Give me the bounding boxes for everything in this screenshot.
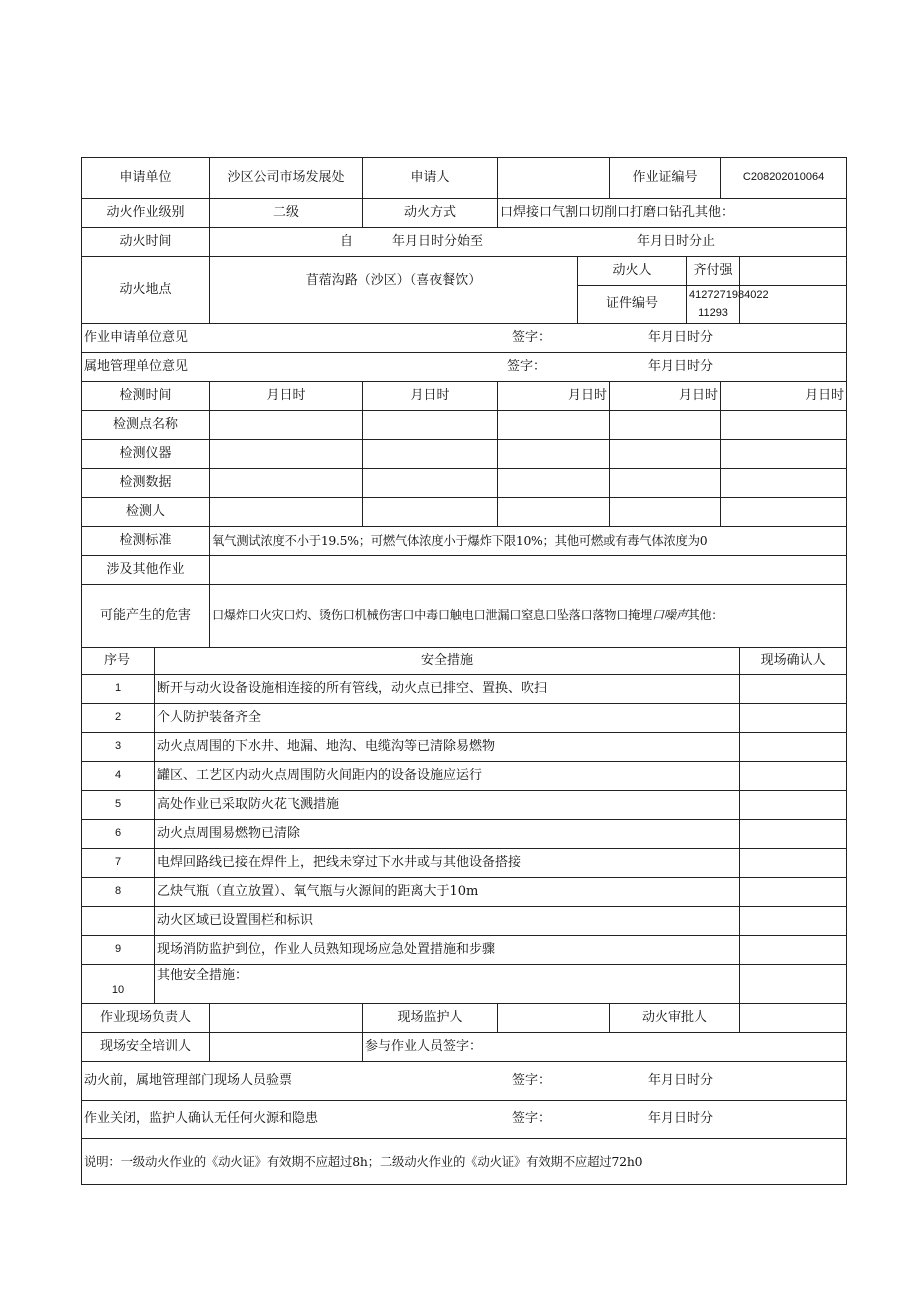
time-from: 自	[340, 233, 354, 249]
measure-confirm	[740, 907, 847, 936]
hazards-row	[82, 585, 847, 648]
measure-row	[82, 936, 847, 965]
other-work-label: 涉及其他作业	[82, 556, 210, 585]
detection-standard-row	[82, 527, 847, 556]
opinion-local-datetime: 年月日时分	[648, 358, 714, 374]
opinion-applicant-label: 作业申请单位意见	[84, 329, 189, 345]
detection-data-label: 检测数据	[82, 469, 210, 498]
hazards-label: 可能产生的危害	[82, 585, 210, 648]
acceptance-row-close	[82, 1101, 847, 1139]
applicant-value	[498, 158, 610, 199]
measure-text: 罐区、工艺区内动火点周围防火间距内的设备设施应运行	[155, 762, 740, 791]
measure-confirm	[740, 878, 847, 907]
signature-row-2	[82, 1033, 847, 1062]
location-value	[210, 257, 578, 324]
detection-time-4: 月日时	[610, 382, 721, 411]
measure-header: 安全措施	[155, 648, 740, 675]
detection-standard-label: 检测标准	[82, 527, 210, 556]
hot-work-permit-form	[81, 157, 847, 1185]
unit-label: 申请单位	[82, 158, 210, 199]
opinion-applicant-datetime: 年月日时分	[648, 329, 714, 345]
time-end: 年月日时分止	[637, 233, 716, 249]
method-label: 动火方式	[363, 199, 498, 228]
measure-row	[82, 849, 847, 878]
acceptance-close-datetime: 年月日时分	[648, 1111, 714, 1127]
measure-row	[82, 762, 847, 791]
measure-text: 电焊回路线已接在焊件上，把线未穿过下水井或与其他设备搭接	[155, 849, 740, 878]
acceptance-before	[82, 1062, 847, 1101]
measure-row	[82, 791, 847, 820]
measure-row	[82, 965, 847, 1004]
measure-text: 乙炔气瓶（直立放置）、氧气瓶与火源间的距离大于10m	[155, 878, 740, 907]
measure-row	[82, 907, 847, 936]
acceptance-close	[82, 1101, 847, 1139]
opinion-row-applicant	[82, 324, 847, 353]
detection-person-row	[82, 498, 847, 527]
participants-label: 参与作业人员签字：	[363, 1033, 847, 1062]
supervisor-value	[498, 1004, 610, 1033]
measure-row	[82, 733, 847, 762]
detection-person-label: 检测人	[82, 498, 210, 527]
acceptance-before-sign: 签字：	[512, 1072, 552, 1088]
measure-no: 7	[82, 849, 155, 878]
measure-no: 4	[82, 762, 155, 791]
fire-person-value: 齐付强	[687, 257, 740, 286]
detection-instrument-row	[82, 440, 847, 469]
other-work-value	[210, 556, 847, 585]
measure-text: 其他安全措施：	[155, 965, 740, 1004]
acceptance-before-datetime: 年月日时分	[648, 1072, 714, 1088]
detection-instrument-label: 检测仪器	[82, 440, 210, 469]
other-work-row	[82, 556, 847, 585]
header-row	[82, 158, 847, 199]
site-leader-label: 作业现场负责人	[82, 1004, 210, 1033]
measure-no: 8	[82, 878, 155, 907]
permit-no-value: C208202010064	[721, 158, 847, 199]
detection-data-row	[82, 469, 847, 498]
detection-standard-value: 氧气测试浓度不小于19.5%；可燃气体浓度小于爆炸下限10%；其他可燃或有毒气体浓度为0	[210, 527, 847, 556]
opinion-local-sign: 签字：	[507, 358, 547, 374]
location-text: 苜蓿沟路（沙区）（喜夜餐饮）	[305, 272, 482, 288]
confirm-header: 现场确认人	[740, 648, 847, 675]
measure-no: 10	[82, 965, 155, 1004]
trainer-value	[210, 1033, 363, 1062]
measure-confirm	[740, 675, 847, 704]
time-value	[210, 228, 847, 257]
measure-no: 5	[82, 791, 155, 820]
measure-text: 动火点周围易燃物已清除	[155, 820, 740, 849]
id-label: 证件编号	[578, 286, 687, 324]
measure-no	[82, 907, 155, 936]
location-label: 动火地点	[82, 257, 210, 324]
detection-time-5: 月日时	[721, 382, 847, 411]
permit-no-label: 作业证编号	[610, 158, 721, 199]
acceptance-close-sign: 签字：	[512, 1111, 552, 1127]
id-line-2: 11293	[698, 306, 728, 319]
measure-no: 3	[82, 733, 155, 762]
id-value	[687, 286, 769, 324]
measure-no: 2	[82, 704, 155, 733]
detection-time-3: 月日时	[498, 382, 610, 411]
id-line-1: 4127271984022	[689, 288, 769, 301]
opinion-applicant-sign: 签字：	[512, 329, 552, 345]
fire-person-extra	[740, 257, 847, 286]
opinion-applicant	[82, 324, 847, 353]
location-row-1	[82, 257, 847, 286]
detection-point-label: 检测点名称	[82, 411, 210, 440]
time-start: 年月日时分始至	[392, 233, 484, 249]
unit-value: 沙区公司市场发展处	[210, 158, 363, 199]
level-row	[82, 199, 847, 228]
measure-no: 1	[82, 675, 155, 704]
opinion-local-label: 属地管理单位意见	[84, 358, 189, 374]
measures-header-row	[82, 648, 847, 675]
detection-time-2: 月日时	[363, 382, 498, 411]
fire-person-label: 动火人	[578, 257, 687, 286]
measure-confirm	[740, 791, 847, 820]
measure-row	[82, 675, 847, 704]
measure-text: 动火区域已设置围栏和标识	[155, 907, 740, 936]
acceptance-row-before	[82, 1062, 847, 1101]
approver-label: 动火审批人	[610, 1004, 740, 1033]
level-value: 二级	[210, 199, 363, 228]
detection-time-row	[82, 382, 847, 411]
method-value: 口焊接口气割口切削口打磨口钻孔其他：	[498, 199, 847, 228]
measure-confirm	[740, 849, 847, 878]
detection-point-row	[82, 411, 847, 440]
signature-row-1	[82, 1004, 847, 1033]
approver-value	[740, 1004, 847, 1033]
supervisor-label: 现场监护人	[363, 1004, 498, 1033]
measure-text: 个人防护装备齐全	[155, 704, 740, 733]
measure-confirm	[740, 762, 847, 791]
measure-no: 6	[82, 820, 155, 849]
time-label: 动火时间	[82, 228, 210, 257]
measure-row	[82, 820, 847, 849]
note-text: 说明：一级动火作业的《动火证》有效期不应超过8h；二级动火作业的《动火证》有效期不应超过72h0	[82, 1139, 847, 1185]
measure-text: 动火点周围的下水井、地漏、地沟、电缆沟等已清除易燃物	[155, 733, 740, 762]
measure-confirm	[740, 965, 847, 1004]
detection-time-1: 月日时	[210, 382, 363, 411]
measure-row	[82, 704, 847, 733]
acceptance-before-label: 动火前，属地管理部门现场人员验票	[84, 1072, 293, 1088]
applicant-label: 申请人	[363, 158, 498, 199]
trainer-label: 现场安全培训人	[82, 1033, 210, 1062]
hazards-list: 口爆炸口火灾口灼、烫伤口机械伤害口中毒口触电口泄漏口窒息口坠落口落物口掩埋	[212, 608, 652, 623]
seq-header: 序号	[82, 648, 155, 675]
site-leader-value	[210, 1004, 363, 1033]
measure-row	[82, 878, 847, 907]
measure-confirm	[740, 704, 847, 733]
level-label: 动火作业级别	[82, 199, 210, 228]
detection-time-label: 检测时间	[82, 382, 210, 411]
measure-no: 9	[82, 936, 155, 965]
opinion-local	[82, 353, 847, 382]
note-row	[82, 1139, 847, 1185]
measure-text: 现场消防监护到位，作业人员熟知现场应急处置措施和步骤	[155, 936, 740, 965]
hazards-other: 其他：	[687, 608, 724, 623]
hazards-value	[210, 585, 847, 648]
measure-text: 高处作业已采取防火花飞溅措施	[155, 791, 740, 820]
acceptance-close-label: 作业关闭，监护人确认无任何火源和隐患	[84, 1111, 319, 1127]
time-row	[82, 228, 847, 257]
opinion-row-local	[82, 353, 847, 382]
measure-text: 断开与动火设备设施相连接的所有管线，动火点已排空、置换、吹扫	[155, 675, 740, 704]
hazards-noise: 口噪声	[651, 608, 688, 623]
measure-confirm	[740, 820, 847, 849]
measure-confirm	[740, 936, 847, 965]
measure-confirm	[740, 733, 847, 762]
